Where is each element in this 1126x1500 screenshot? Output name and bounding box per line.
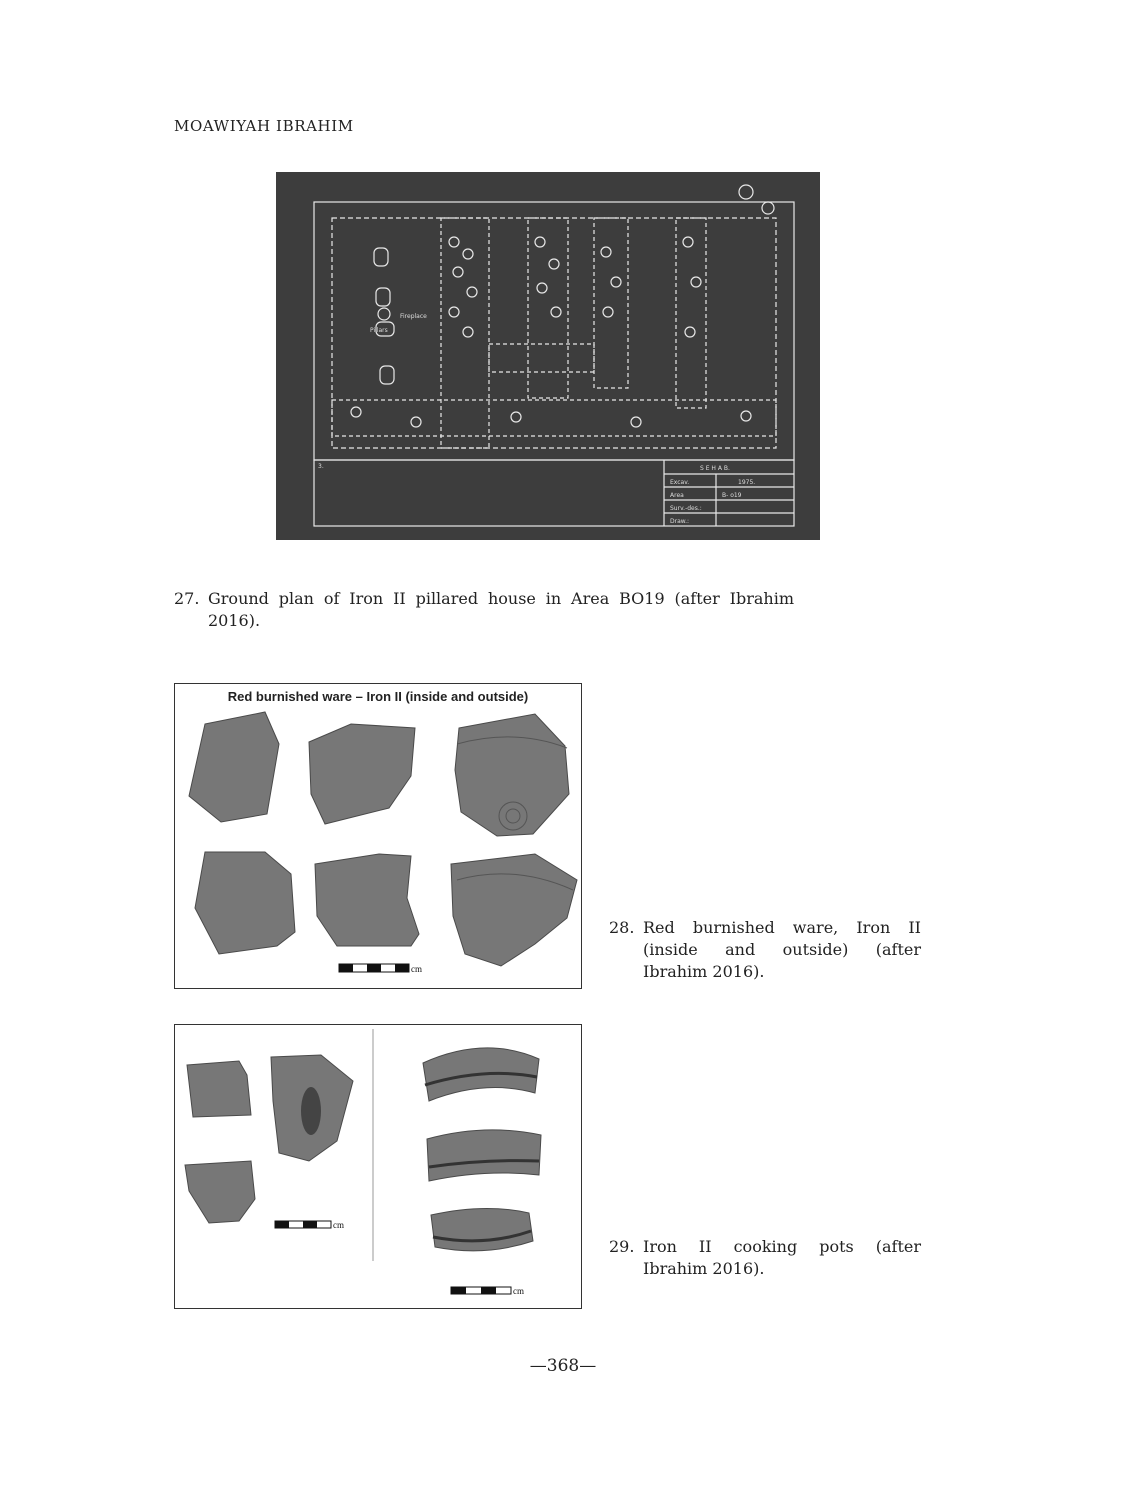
- fireplace-label: Fireplace: [400, 313, 427, 320]
- sherd-1: [189, 712, 279, 822]
- figure-28-number: 28.: [609, 918, 635, 937]
- figure-28-scale-unit: cm: [411, 964, 422, 974]
- figure-29-panel: [174, 1024, 582, 1309]
- excav-value: 1975.: [738, 479, 756, 486]
- figure-29-text: Iron II cooking pots (after Ibrahim 2016).: [643, 1237, 921, 1278]
- page-number: —368—: [529, 1356, 597, 1376]
- figure-29-scale-bar-right: [451, 1286, 524, 1296]
- draw-label: Draw.:: [670, 518, 690, 525]
- figure-29-sherds: [175, 1025, 581, 1308]
- wall-band-3: [594, 218, 628, 388]
- pillar-2: [376, 288, 390, 306]
- pillar-1: [374, 248, 388, 266]
- ground-plan-figure: [276, 172, 820, 540]
- wall-band-1: [441, 218, 489, 448]
- figure-28-scale-bar: [339, 964, 422, 974]
- sheet-number: 3.: [318, 463, 324, 470]
- figure-28-panel: [174, 683, 582, 989]
- figure-27-number: 27.: [174, 589, 200, 608]
- excav-label: Excav.: [670, 479, 690, 486]
- sherd-9: [185, 1161, 255, 1223]
- running-head: MOAWIYAH IBRAHIM: [174, 117, 354, 135]
- pillar-4: [380, 366, 394, 384]
- surv-label: Surv.-des.:: [670, 505, 702, 512]
- ground-plan-drawing: [276, 172, 820, 540]
- sherd-12: [431, 1208, 533, 1250]
- sherd-6: [451, 854, 577, 966]
- sherd-7: [187, 1061, 251, 1117]
- figure-28-sherds: [175, 684, 581, 988]
- wall-band-6: [332, 400, 776, 436]
- figure-28-panel-title: Red burnished ware – Iron II (inside and outside): [227, 689, 529, 704]
- area-value: B- o19: [722, 492, 742, 499]
- sherd-3: [455, 714, 569, 836]
- site-label: S E H A B.: [700, 465, 730, 472]
- figure-28-caption: [609, 917, 921, 983]
- figure-28-text: Red burnished ware, Iron II (inside and outside) (after Ibrahim 2016).: [643, 918, 921, 981]
- sherd-5: [315, 854, 419, 946]
- figure-29-scale-unit-left: cm: [333, 1220, 344, 1230]
- fireplace-mark: [378, 308, 390, 320]
- figure-29-number: 29.: [609, 1237, 635, 1256]
- figure-27-text: Ground plan of Iron II pillared house in Area BO19 (after Ibrahim 2016).: [208, 589, 794, 630]
- figure-29-caption: [609, 1236, 921, 1280]
- wall-band-2: [528, 218, 568, 398]
- sherd-4: [195, 852, 295, 954]
- area-label: Area: [670, 492, 684, 499]
- figure-29-scale-unit-right: cm: [513, 1286, 524, 1296]
- figure-27-caption: [174, 588, 794, 632]
- inner-wall-outline: [332, 218, 776, 448]
- pillars-label: Pillars: [370, 327, 388, 334]
- wall-band-5: [489, 344, 594, 372]
- sherd-2: [309, 724, 415, 824]
- sherd-11: [427, 1130, 541, 1181]
- figure-29-scale-bar-left: [275, 1220, 344, 1230]
